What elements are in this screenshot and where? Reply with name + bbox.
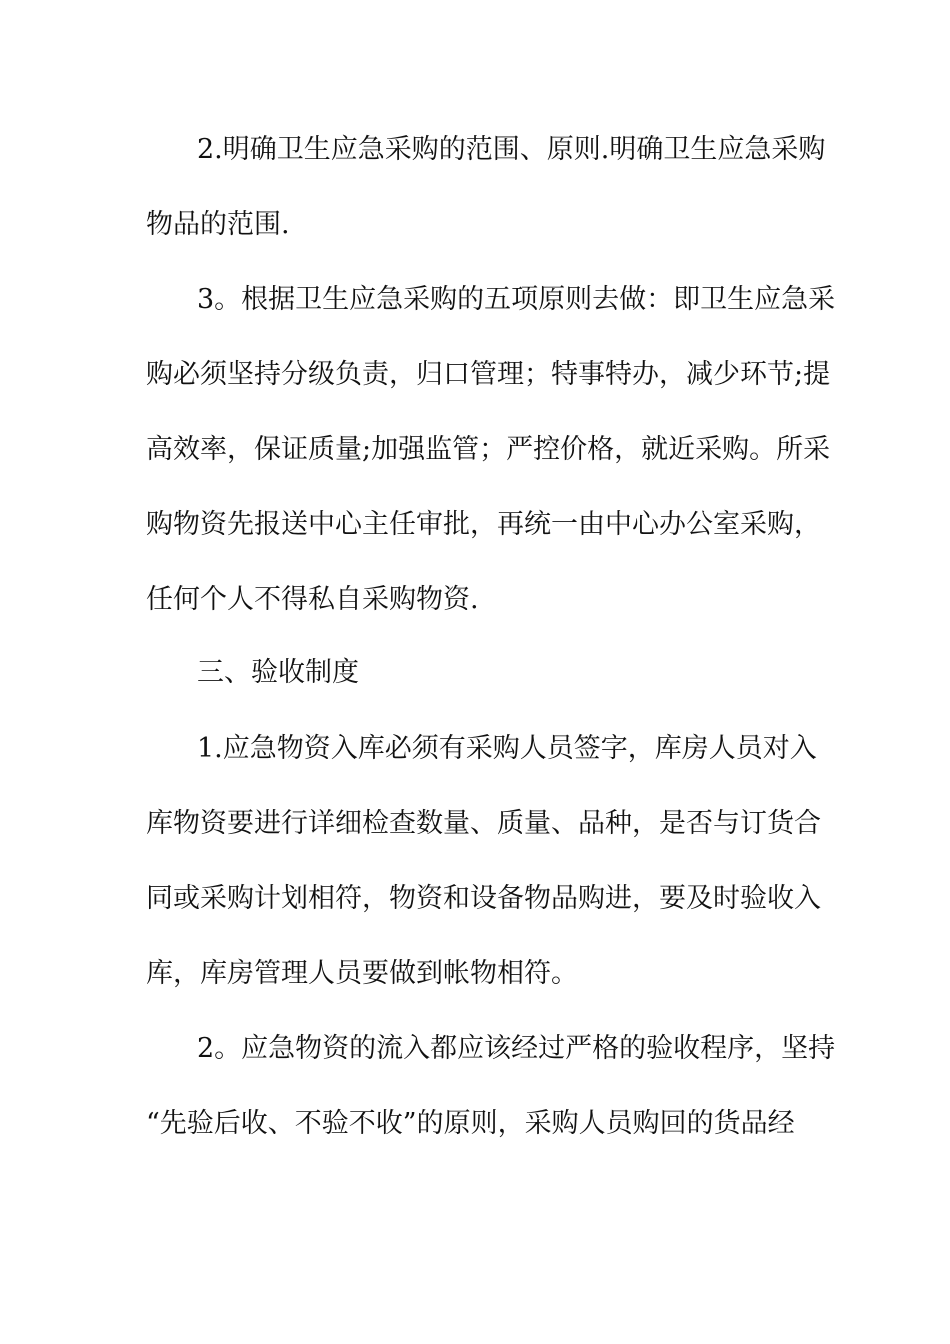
acceptance-item-1-line-1: 1.应急物资入库必须有采购人员签字，库房人员对入: [197, 733, 817, 764]
acceptance-item-2-line-2: “先验后收、不验不收”的原则，采购人员购回的货品经: [146, 1108, 795, 1139]
acceptance-item-1-line-4: 库，库房管理人员要做到帐物相符。: [146, 958, 578, 989]
paragraph-3-line-5: 任何个人不得私自采购物资.: [146, 584, 479, 615]
paragraph-3-line-2: 购必须坚持分级负责，归口管理；特事特办，减少环节;提: [146, 359, 831, 390]
paragraph-3-line-4: 购物资先报送中心主任审批，再统一由中心办公室采购，: [146, 509, 821, 540]
paragraph-3-line-1: 3。根据卫生应急采购的五项原则去做：即卫生应急采: [197, 284, 836, 315]
section-heading: 三、验收制度: [197, 657, 359, 688]
acceptance-item-1-line-3: 同或采购计划相符，物资和设备物品购进，要及时验收入: [146, 883, 821, 914]
paragraph-3-line-3: 高效率，保证质量;加强监管；严控价格，就近采购。所采: [146, 434, 831, 465]
paragraph-2-line-1: 2.明确卫生应急采购的范围、原则.明确卫生应急采购: [197, 134, 826, 165]
acceptance-item-2-line-1: 2。应急物资的流入都应该经过严格的验收程序，坚持: [197, 1033, 836, 1064]
paragraph-2-line-2: 物品的范围.: [146, 209, 290, 240]
acceptance-item-1-line-2: 库物资要进行详细检查数量、质量、品种，是否与订货合: [146, 808, 821, 839]
